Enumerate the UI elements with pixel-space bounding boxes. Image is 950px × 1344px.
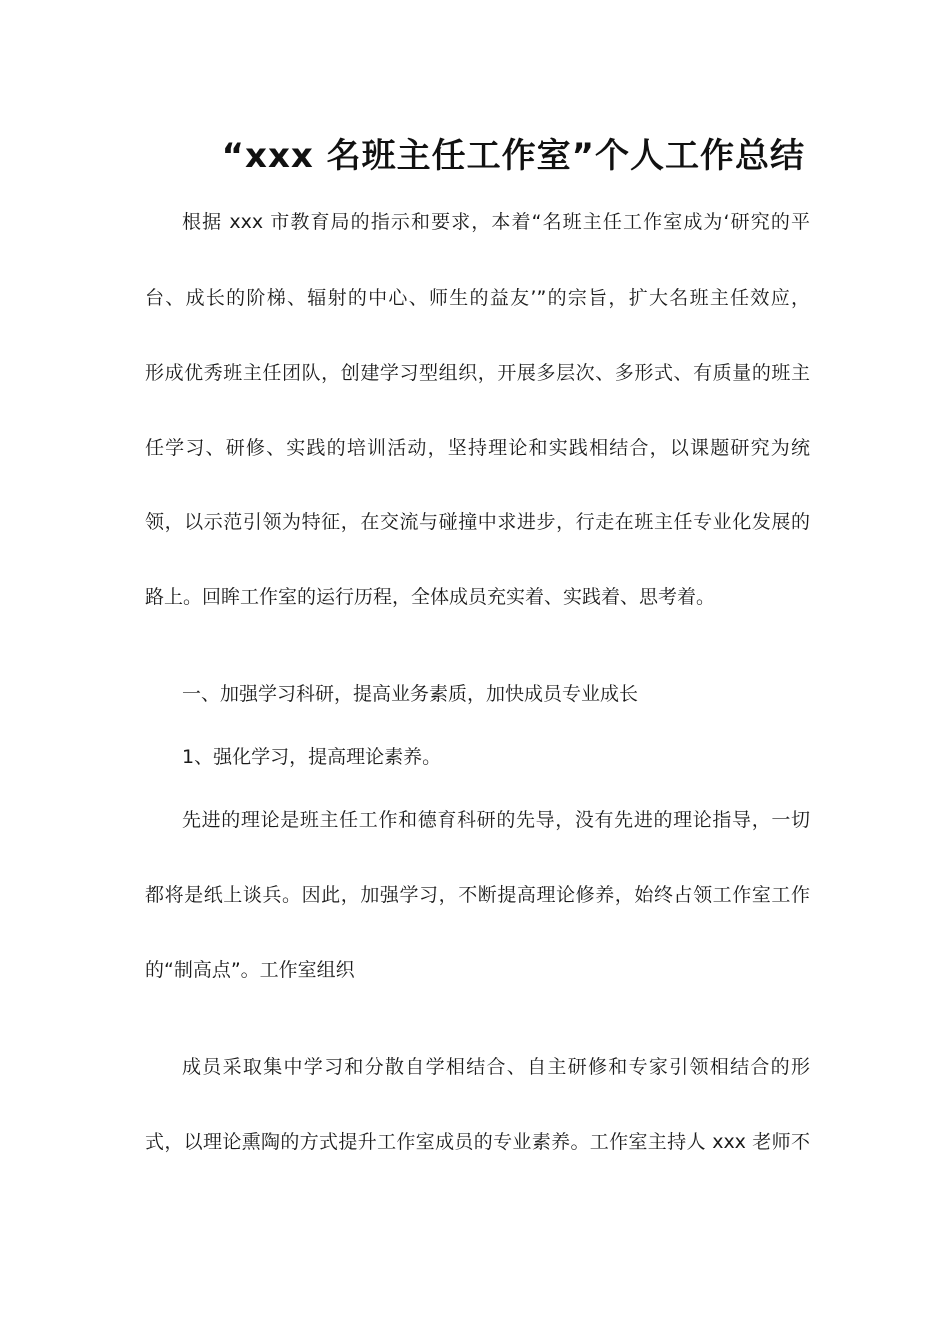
- intro-line-3: 形成优秀班主任团队，创建学习型组织，开展多层次、多形式、有质量的班主: [145, 362, 810, 384]
- para3-line-2: 式，以理论熏陶的方式提升工作室成员的专业素养。工作室主持人 xxx 老师不: [145, 1131, 810, 1153]
- section-heading: 一、加强学习科研，提高业务素质，加快成员专业成长: [182, 683, 639, 705]
- subsection-heading: 1、强化学习，提高理论素养。: [182, 746, 442, 768]
- intro-line-2: 台、成长的阶梯、辐射的中心、师生的益友’”的宗旨，扩大名班主任效应，: [145, 287, 810, 309]
- para2-line-2: 都将是纸上谈兵。因此，加强学习，不断提高理论修养，始终占领工作室工作: [145, 884, 810, 906]
- intro-line-1: 根据 xxx 市教育局的指示和要求，本着“名班主任工作室成为‘研究的平: [182, 211, 810, 233]
- intro-line-5: 领，以示范引领为特征，在交流与碰撞中求进步，行走在班主任专业化发展的: [145, 511, 810, 533]
- para2-line-3: 的“制高点”。工作室组织: [145, 959, 355, 981]
- para3-line-1: 成员采取集中学习和分散自学相结合、自主研修和专家引领相结合的形: [182, 1056, 810, 1078]
- document-title: “xxx 名班主任工作室”个人工作总结: [221, 136, 805, 176]
- para2-line-1: 先进的理论是班主任工作和德育科研的先导，没有先进的理论指导，一切: [182, 809, 810, 831]
- intro-line-4: 任学习、研修、实践的培训活动，坚持理论和实践相结合，以课题研究为统: [145, 437, 810, 459]
- intro-line-6: 路上。回眸工作室的运行历程，全体成员充实着、实践着、思考着。: [145, 586, 716, 608]
